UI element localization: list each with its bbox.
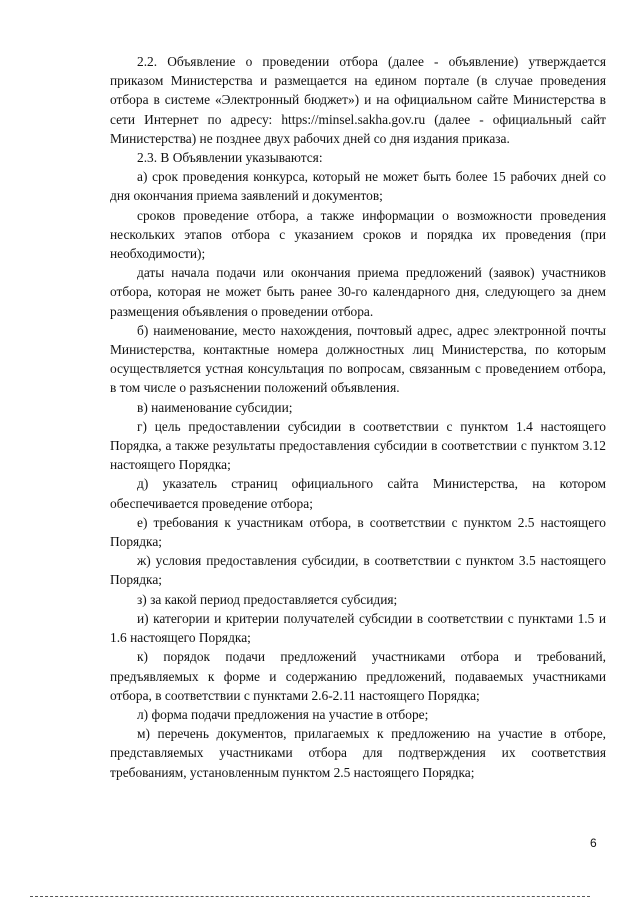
paragraph-item-m: м) перечень документов, прилагаемых к предложению на участие в отборе, представляемых участниками отбора для подтверждения их соответствия требованиям, установленным пунктом 2.5 настоящего Порядка;: [110, 726, 606, 780]
paragraph-item-i: и) категории и критерии получателей субсидии в соответствии с пунктами 1.5 и 1.6 настоящего Порядка;: [110, 610, 606, 646]
paragraph-item-k: к) порядок подачи предложений участниками отбора и требований, предъявляемых к форме и содержанию предложений, подаваемых участниками отбора, в соответствии с пунктами 2.6-2.11 настоящего Порядка;: [110, 649, 606, 703]
paragraph-item-v: в) наименование субсидии;: [137, 399, 293, 415]
scan-edge-line: [30, 896, 590, 897]
paragraph-item-a: а) срок проведения конкурса, который не может быть более 15 рабочих дней со дня окончания приема заявлений и документов;: [110, 169, 606, 204]
paragraph-item-a-stages: сроков проведение отбора, а также информации о возможности проведения нескольких этапов отбора с указанием сроков и порядка их проведения (при необходимости);: [110, 207, 606, 262]
page-number: 6: [590, 836, 597, 850]
paragraph-item-e: е) требования к участникам отбора, в соответствии с пунктом 2.5 настоящего Порядка;: [110, 514, 606, 550]
paragraph-item-b: б) наименование, место нахождения, почтовый адрес, адрес электронной почты Министерства, контактные номера должностных лиц Министерства, по которым осуществляется устная консультация по вопросам, связанным с проведением отбора, в том числе о разъяснении положений объявления.: [110, 322, 606, 396]
paragraph-item-d: д) указатель страниц официального сайта Министерства, на котором обеспечивается проведение отбора;: [110, 476, 606, 511]
paragraph-item-a-dates: даты начала подачи или окончания приема предложений (заявок) участников отбора, которая не может быть ранее 30-го календарного дня, следующего за днем размещения объявления о проведении отбора.: [110, 265, 606, 319]
paragraph-2-2: 2.2. Объявление о проведении отбора (далее - объявление) утверждается приказом Министерства и размещается на едином портале (в случае проведения отбора в системе «Электронный бюджет») и на официальном сайте Министерства в сети Интернет по адресу: https://minsel.sakha.gov.ru (далее - официальный сайт Министерства) не позднее двух рабочих дней со дня издания приказа.: [110, 54, 606, 146]
paragraph-item-l: л) форма подачи предложения на участие в отборе;: [137, 706, 429, 722]
document-body: [110, 52, 606, 782]
paragraph-item-zh: ж) условия предоставления субсидии, в соответствии с пунктом 3.5 настоящего Порядка;: [110, 553, 606, 588]
paragraph-item-z: з) за какой период предоставляется субсидия;: [137, 591, 398, 607]
paragraph-item-g: г) цель предоставлении субсидии в соответствии с пунктом 1.4 настоящего Порядка, а также результаты предоставления субсидии в соответствии с пунктом 3.12 настоящего Порядка;: [110, 418, 606, 473]
paragraph-2-3: 2.3. В Объявлении указываются:: [137, 150, 323, 166]
